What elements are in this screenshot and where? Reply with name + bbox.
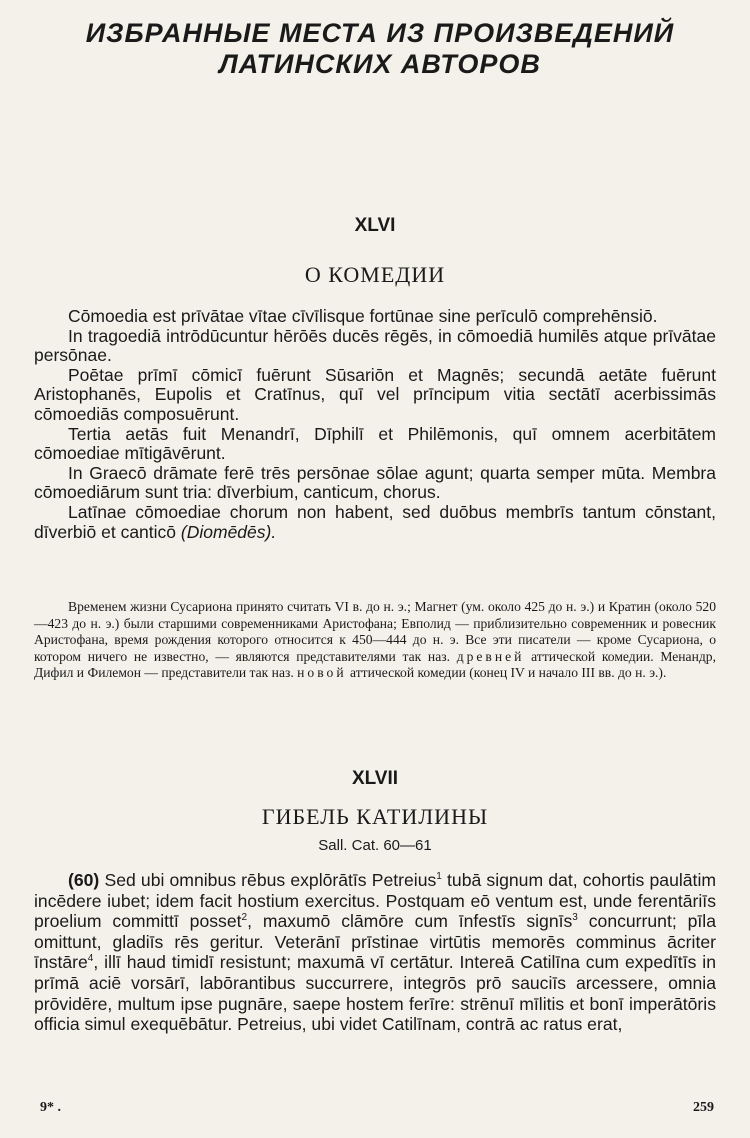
text-segment: concurrunt; pīla omittunt, gladiīs rēs geritur. Veterānī prīstinae virtūtis memorēs comminus ācriter īnstāre <box>34 911 716 973</box>
note-emphasis: новой <box>297 665 347 681</box>
paragraph: In Graecō drāmate ferē trēs persōnae sōlae agunt; quarta semper mūta. Membra cōmoediārum sunt tria: dīverbium, canticum, chorus. <box>34 462 716 503</box>
book-title-line-1: ИЗБРАННЫЕ МЕСТА ИЗ ПРОИЗВЕДЕНИЙ <box>85 18 675 48</box>
footnote-marker[interactable]: 2 <box>241 912 248 924</box>
signature-mark: 9* . <box>40 1100 61 1115</box>
book-title-line-2: ЛАТИНСКИХ АВТОРОВ <box>219 49 541 79</box>
paragraph: In tragoediā intrōdūcuntur hērōēs ducēs rēgēs, in cōmoediā humilēs atque prīvātae persōnae. <box>34 325 716 366</box>
paragraph: Poētae prīmī cōmicī fuērunt Sūsariōn et Magnēs; secundā aetāte fuērunt Aristophanēs, Eupolis et Cratīnus, quī vel prīncipum vitia sectātī acerbissimās cōmoediās composuērunt. <box>34 364 716 424</box>
text-segment: tubā signum dat, cohortis paulātim incēdere iubet; idem facit hostium exercitus. Postquam eō ventum est, unde ferentāriīs proelium committī posset <box>34 870 717 932</box>
note-emphasis: древней <box>456 648 525 664</box>
latin-text-comedy <box>34 307 716 542</box>
section-number: XLVI <box>354 215 396 236</box>
text-segment: Sed ubi omnibus rēbus explōrātīs Petreius <box>104 870 437 890</box>
latin-text-catiline <box>34 870 716 1035</box>
section-title: ГИБЕЛЬ КАТИЛИНЫ <box>261 804 489 829</box>
section-source: Sall. Cat. 60—61 <box>318 837 432 854</box>
page-number: 259 <box>693 1100 714 1115</box>
footnote-marker[interactable]: 4 <box>87 953 94 965</box>
note-text: аттической комедии. Менандр, Дифил и Филемон — представители так наз. <box>34 648 716 681</box>
paragraph <box>34 503 716 542</box>
note-text: Временем жизни Сусариона принято считать VI в. до н. э.; Магнет (ум. около 425 до н. э.) и Кратин (около 520—423 до н. э.) были старшими современниками Аристофана; Евполид — приблизительно современник и ровесник Аристофана, время рождения которого относится к 450—444 до н. э. Все эти писатели — кроме Сусариона, о котором ничего не известно, — являются представителями так наз. <box>34 599 716 664</box>
paragraph-text: Latīnae cōmoediae chorum non habent, sed duōbus membrīs tantum cōnstant, dīverbiō et canticō <box>34 501 716 542</box>
chapter-number: (60) <box>68 870 100 890</box>
note-text: аттической комедии (конец IV и начало III вв. до н. э.). <box>350 665 667 681</box>
text-segment: , maxumō clāmōre cum īnfestīs signīs <box>247 911 573 932</box>
commentary-note <box>34 599 716 682</box>
book-title <box>60 18 700 80</box>
footnote-marker[interactable]: 3 <box>572 912 578 924</box>
text-segment: , illī haud timidī resistunt; maxumā vī certātur. Intereā Catilīna cum expedītīs in prīmā aciē vorsārī, labōrantibus succurrere, integrōs prō sauciīs arcessere, omnia prōvidēre, multum ipse pugnāre, saepe hostem ferīre: strēnuī mīlitis et bonī imperātōris officia simul exequēbātur. Petreius, ubi videt Catilīnam, contrā ac ratus erat, <box>34 952 716 1035</box>
paragraph: Cōmoedia est prīvātae vītae cīvīlisque fortūnae sine perīculō comprehēnsiō. <box>68 306 658 326</box>
source-citation: (Diomēdēs). <box>180 521 277 542</box>
footnote-marker[interactable]: 1 <box>436 871 442 883</box>
section-title: О КОМЕДИИ <box>304 262 446 287</box>
section-number: XLVII <box>351 768 399 789</box>
paragraph: Tertia aetās fuit Menandrī, Dīphilī et Philēmonis, quī omnem acerbitātem cōmoediae mītigāvērunt. <box>34 423 716 464</box>
